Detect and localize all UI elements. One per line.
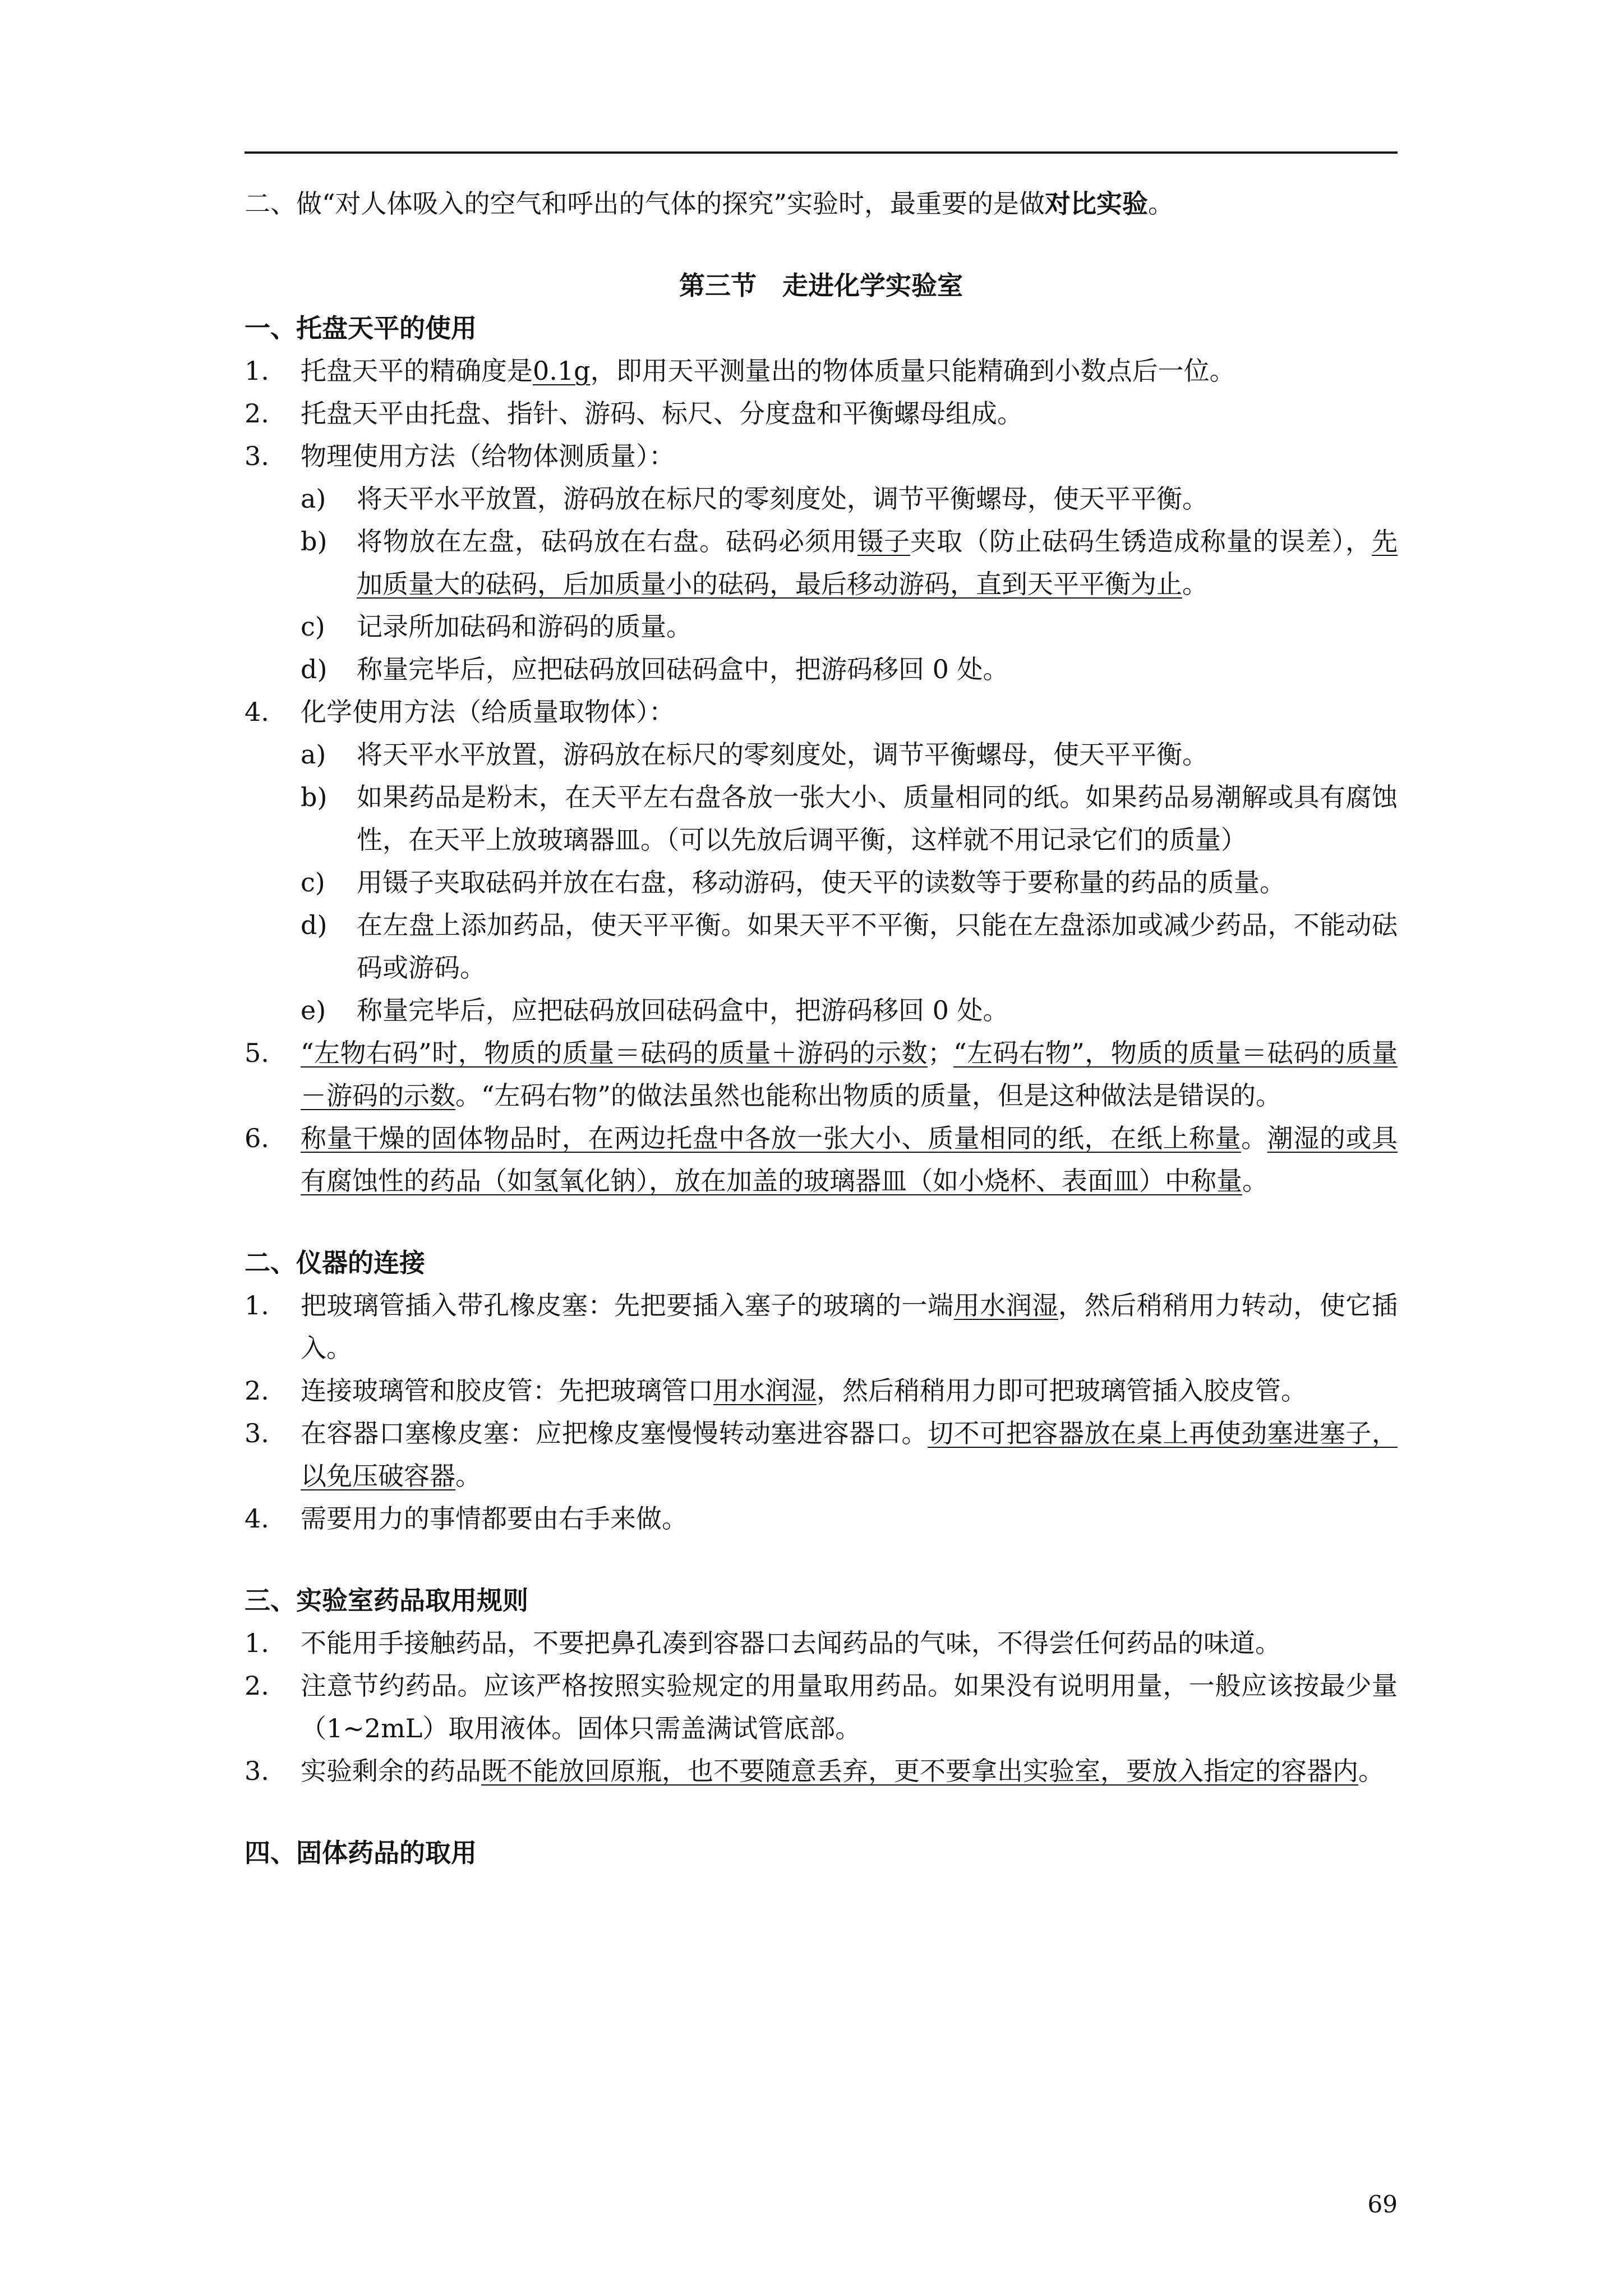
intro-suffix: 。 bbox=[1148, 188, 1174, 219]
list-item: 2. 注意节约药品。应该严格按照实验规定的用量取用药品。如果没有说明用量，一般应该按最少量（1~2mL）取用液体。固体只需盖满试管底部。 bbox=[245, 1671, 1398, 1743]
intro-bold: 对比实验 bbox=[1045, 188, 1149, 219]
list-item: 4. 化学使用方法（给质量取物体）： bbox=[245, 697, 675, 727]
list-item: 4. 需要用力的事情都要由右手来做。 bbox=[245, 1503, 688, 1534]
sub-list-item: c) 记录所加砝码和游码的质量。 bbox=[301, 611, 692, 642]
sub-list-item: a) 将天平水平放置，游码放在标尺的零刻度处，调节平衡螺母，使天平平衡。 bbox=[301, 484, 1208, 514]
sub-list-item: d) 在左盘上添加药品，使天平平衡。如果天平不平衡，只能在左盘添加或减少药品，不能动砝码或游码。 bbox=[301, 910, 1398, 983]
sub-list-item: a) 将天平水平放置，游码放在标尺的零刻度处，调节平衡螺母，使天平平衡。 bbox=[301, 739, 1208, 770]
page-content bbox=[245, 182, 1398, 1874]
list-item: 3. 实验剩余的药品既不能放回原瓶，也不要随意丢弃，更不要拿出实验室，要放入指定的容器内。 bbox=[245, 1756, 1384, 1786]
page-number: 69 bbox=[1367, 2191, 1398, 2218]
heading-solid: 四、固体药品的取用 bbox=[245, 1838, 477, 1868]
sub-list-item: b) 如果药品是粉末，在天平左右盘各放一张大小、质量相同的纸。如果药品易潮解或具有腐蚀性，在天平上放玻璃器皿。（可以先放后调平衡，这样就不用记录它们的质量） bbox=[301, 782, 1398, 855]
heading-connect: 二、仪器的连接 bbox=[245, 1248, 425, 1278]
sub-list-item: e) 称量完毕后，应把砝码放回砝码盒中，把游码移回 0 处。 bbox=[301, 995, 1009, 1025]
heading-balance: 一、托盘天平的使用 bbox=[245, 313, 477, 343]
list-item: 2. 托盘天平由托盘、指针、游码、标尺、分度盘和平衡螺母组成。 bbox=[245, 398, 1023, 429]
list-item: 1. 不能用手接触药品，不要把鼻孔凑到容器口去闻药品的气味，不得尝任何药品的味道。 bbox=[245, 1628, 1281, 1658]
intro-text: 二、做“对人体吸入的空气和呼出的气体的探究”实验时，最重要的是做 bbox=[245, 188, 1045, 219]
section-title: 第三节 走进化学实验室 bbox=[679, 270, 963, 301]
intro-paragraph bbox=[245, 182, 1398, 225]
list-item: 3. 物理使用方法（给物体测质量）： bbox=[245, 441, 675, 471]
list-item: 6. 称量干燥的固体物品时，在两边托盘中各放一张大小、质量相同的纸，在纸上称量。潮湿的或具有腐蚀性的药品（如氢氧化钠），放在加盖的玻璃器皿（如小烧杯、表面皿）中称量。 bbox=[245, 1123, 1398, 1196]
list-item: 5. “左物右码”时，物质的质量＝砝码的质量＋游码的示数；“左码右物”，物质的质量＝砝码的质量－游码的示数。“左码右物”的做法虽然也能称出物质的质量，但是这种做法是错误的。 bbox=[245, 1038, 1398, 1111]
sub-list-item: b) 将物放在左盘，砝码放在右盘。砝码必须用镊子夹取（防止砝码生锈造成称量的误差），先加质量大的砝码，后加质量小的砝码，最后移动游码，直到天平平衡为止。 bbox=[301, 526, 1398, 599]
sub-list-item: d) 称量完毕后，应把砝码放回砝码盒中，把游码移回 0 处。 bbox=[301, 654, 1009, 684]
list-item: 1. 把玻璃管插入带孔橡皮塞：先把要插入塞子的玻璃的一端用水润湿，然后稍稍用力转动，使它插入。 bbox=[245, 1290, 1398, 1363]
list-item: 2. 连接玻璃管和胶皮管：先把玻璃管口用水润湿，然后稍稍用力即可把玻璃管插入胶皮管。 bbox=[245, 1375, 1307, 1406]
heading-rules: 三、实验室药品取用规则 bbox=[245, 1585, 528, 1616]
list-item: 1. 托盘天平的精确度是0.1g，即用天平测量出的物体质量只能精确到小数点后一位。 bbox=[245, 356, 1235, 386]
header-rule bbox=[245, 151, 1398, 154]
list-item: 3. 在容器口塞橡皮塞：应把橡皮塞慢慢转动塞进容器口。切不可把容器放在桌上再使劲塞进塞子，以免压破容器。 bbox=[245, 1418, 1398, 1491]
sub-list-item: c) 用镊子夹取砝码并放在右盘，移动游码，使天平的读数等于要称量的药品的质量。 bbox=[301, 867, 1285, 898]
